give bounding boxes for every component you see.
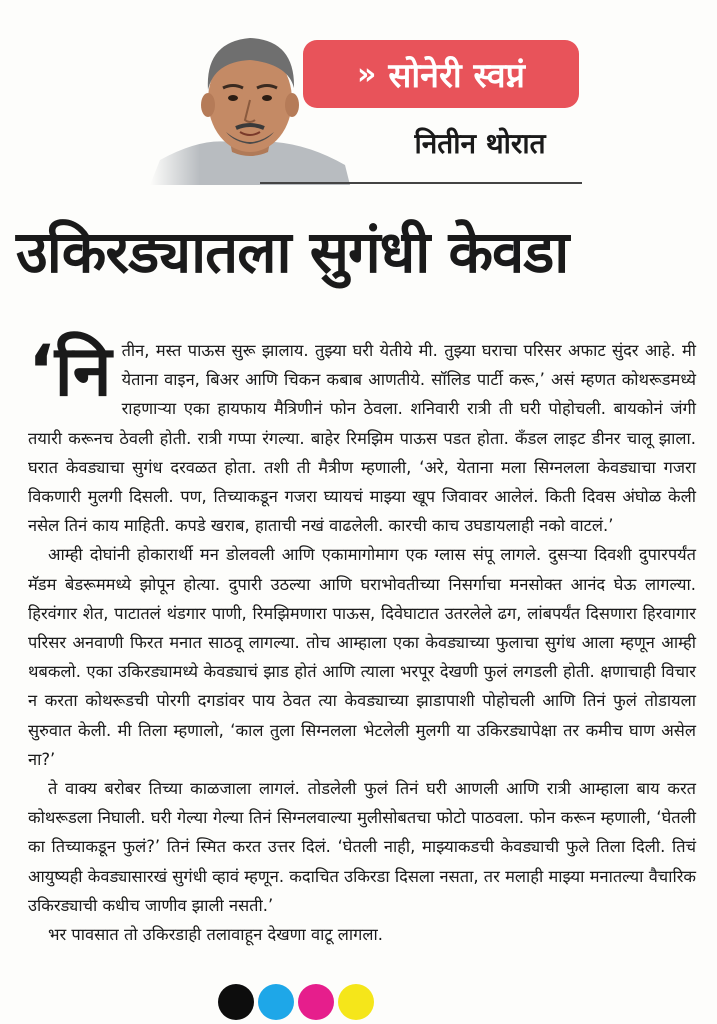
author-name: नितीन थोरात xyxy=(414,127,546,160)
chevron-right-icon: » xyxy=(356,56,377,92)
article-paragraph: आम्ही दोघांनी होकारार्थी मन डोलवली आणि एकामागोमाग एक ग्लास संपू लागले. दुसऱ्या दिवशी दुपारपर्यंत मॅडम बेडरूममध्ये झोपून होत्या. दुपारी उठल्या आणि घराभोवतीच्या निसर्गाचा मनसोक्त आनंद घेऊ लागल्या. हिरवंगार शेत, पाटातलं थंडगार पाणी, रिमझिमणारा पाऊस, दिवेघाटात उतरलेले ढग, लांबपर्यंत दिसणारा हिरवागार परिसर अनवाणी फिरत मनात साठवू लागल्या. तोच आम्हाला एका केवड्याच्या फुलाचा सुगंध आला म्हणून आम्ही थबकलो. एका उकिरड्यामध्ये केवड्याचं झाड होतं आणि त्याला भरपूर देखणी फुलं लगडली होती. क्षणाचाही विचार न करता कोथरूडची पोरगी दगडांवर पाय ठेवत त्या केवड्याच्या झाडापाशी पोहोचली आणि तिनं फुलं तोडायला सुरुवात केली. मी तिला म्हणालो, ‘काल तुला सिग्नलला भेटलेली मुलगी या उकिरड्यापेक्षा तर कमीच घाण असेल ना?’ xyxy=(28,545,697,769)
article-body xyxy=(28,330,697,949)
registration-dot-yellow xyxy=(338,984,374,1020)
article-paragraph xyxy=(28,330,696,540)
header-divider xyxy=(260,182,582,184)
registration-dot-magenta xyxy=(298,984,334,1020)
paragraph-text: तीन, मस्त पाऊस सुरू झालाय. तुझ्या घरी येतीये मी. तुझ्या घराचा परिसर अफाट सुंदर आहे. मी येताना वाइन, बिअर आणि चिकन कबाब आणतीये. सॉलिड पार्टी करू,’ असं म्हणत कोथरूडमध्ये राहणाऱ्या एका हायफाय मैत्रिणीनं फोन ठेवला. शनिवारी रात्री ती घरी पोहोचली. बायकोनं जंगी तयारी करूनच ठेवली होती. रात्री गप्पा रंगल्या. बाहेर रिमझिम पाऊस पडत होता. कँडल लाइट डीनर चालू झाला. घरात केवड्याचा सुगंध दरवळत होता. तशी ती मैत्रीण म्हणाली, ‘अरे, येताना मला सिग्नलला केवड्याचा गजरा विकणारी मुलगी दिसली. पण, तिच्याकडून गजरा घ्यायचं माझ्या खूप जिवावर आलेलं. किती दिवस अंघोळ केली नसेल तिनं काय माहिती. कपडे खराब, हाताची नखं वाढलेली. कारची काच उघडायलाही नको वाटलं.’ xyxy=(28,341,696,536)
article-paragraph: भर पावसात तो उकिरडाही तलावाहून देखणा वाटू लागला. xyxy=(48,925,383,945)
column-title-badge xyxy=(303,40,579,108)
column-header xyxy=(0,0,717,190)
column-title: सोनेरी स्वप्नं xyxy=(388,56,526,96)
registration-dot-black xyxy=(218,984,254,1020)
dropcap: ‘नि xyxy=(28,330,112,412)
article-paragraph: ते वाक्य बरोबर तिच्या काळजाला लागलं. तोडलेली फुलं तिनं घरी आणली आणि रात्री आम्हाला बाय करत कोथरूडला निघाली. घरी गेल्या गेल्या तिनं सिग्नलवाल्या मुलीसोबतचा फोटो पाठवला. फोन करून म्हणाली, ‘घेतली का तिच्याकडून फुलं?’ तिनं स्मित करत उत्तर दिलं. ‘घेतली नाही, माझ्याकडची केवड्याची फुले तिला दिली. तिचं आयुष्यही केवड्यासारखं सुगंधी व्हावं म्हणून. कदाचित उकिरडा दिसला नसता, तर मलाही माझ्या मनातल्या वैचारिक उकिरड्याची कधीच जाणीव झाली नसती.’ xyxy=(28,779,696,915)
registration-dot-cyan xyxy=(258,984,294,1020)
print-registration-marks xyxy=(218,984,374,1024)
headline: उकिरड्यातला सुगंधी केवडा xyxy=(16,218,569,286)
